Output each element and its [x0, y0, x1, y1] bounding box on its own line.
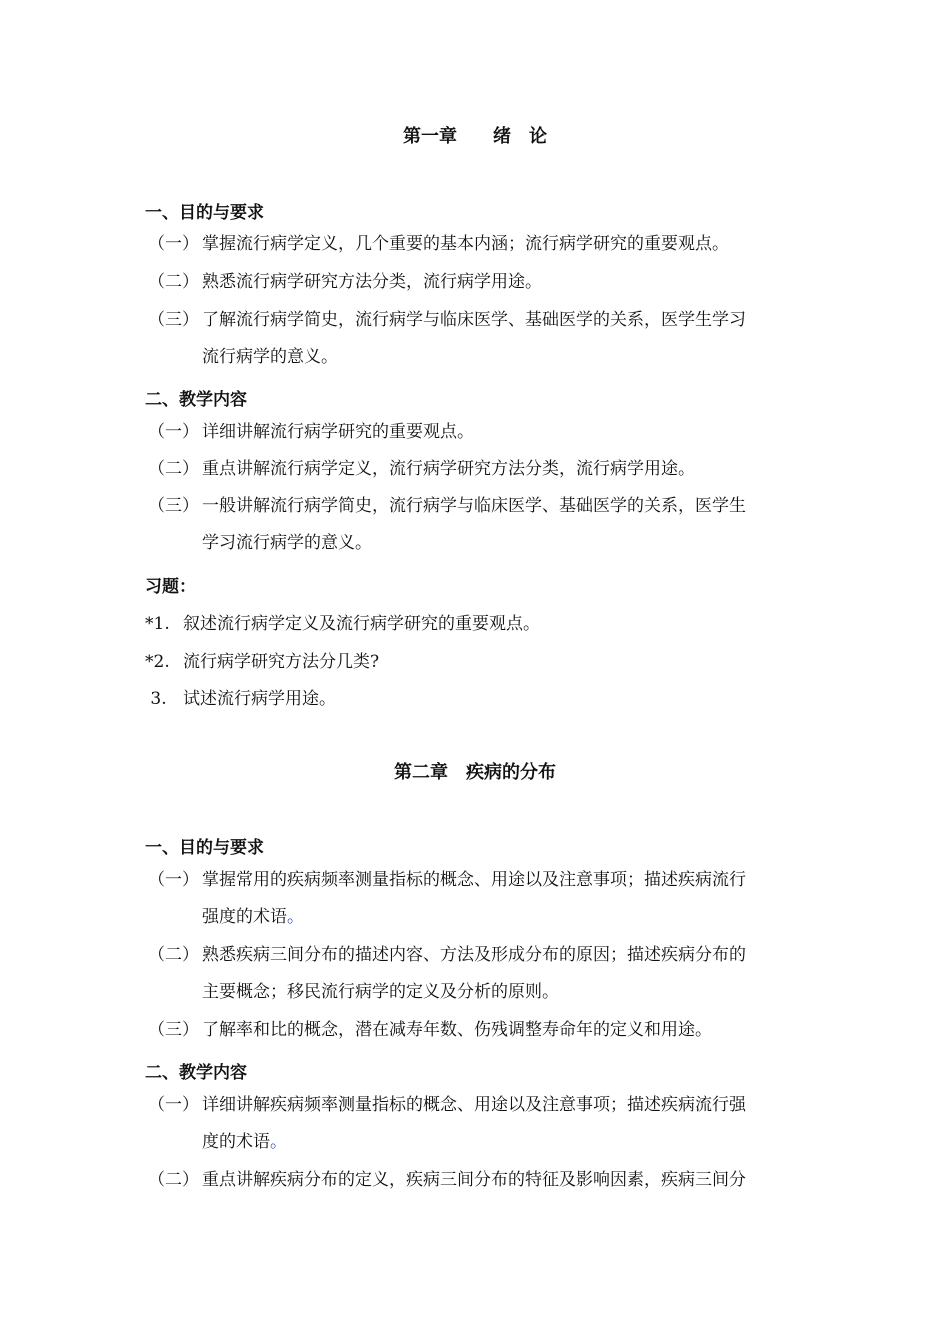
- exercise-number: *1.: [145, 614, 170, 634]
- item-text-continued-body: 强度的术语: [202, 907, 287, 927]
- chapter2-title: 第二章 疾病的分布: [394, 762, 556, 783]
- item-number: （一）: [148, 422, 199, 442]
- item-text-continued: 学习流行病学的意义。: [202, 533, 372, 553]
- item-text-continued: [148, 899, 818, 936]
- item-number: （二）: [148, 945, 199, 965]
- chapter2-goal-item: [148, 862, 818, 936]
- exercise-item: [145, 609, 540, 634]
- chapter2-goals-heading: 一、目的与要求: [145, 838, 264, 858]
- exercise-text: 叙述流行病学定义及流行病学研究的重要观点。: [183, 614, 540, 634]
- item-text-continued: [148, 1124, 818, 1161]
- chapter2-goal-item: [148, 1012, 818, 1049]
- item-text: 熟悉疾病三间分布的描述内容、方法及形成分布的原因；描述疾病分布的: [202, 945, 746, 965]
- exercise-number: *2.: [145, 652, 170, 672]
- item-number: （一）: [148, 234, 199, 254]
- item-period: 。: [270, 1132, 287, 1152]
- item-text-continued: 流行病学的意义。: [202, 347, 338, 367]
- chapter1-goal-item: [148, 302, 818, 376]
- exercise-text: 试述流行病学用途。: [183, 689, 336, 709]
- item-number: （二）: [148, 1170, 199, 1190]
- item-text: 详细讲解流行病学研究的重要观点。: [202, 422, 474, 442]
- item-text: 重点讲解流行病学定义，流行病学研究方法分类，流行病学用途。: [202, 459, 695, 479]
- chapter1-exercises-heading: 习题：: [145, 577, 196, 597]
- chapter1-goals-heading: 一、目的与要求: [145, 203, 264, 223]
- chapter2-content-item: [148, 1162, 818, 1199]
- chapter1-goal-item: [148, 264, 818, 301]
- chapter2-goal-item: [148, 937, 818, 1011]
- item-number: （二）: [148, 272, 199, 292]
- exercise-number: 3.: [145, 689, 167, 709]
- chapter1-content-item: [148, 451, 818, 488]
- chapter1-content-heading: 二、教学内容: [145, 390, 247, 410]
- item-number: （三）: [148, 310, 199, 330]
- item-text-continued: 主要概念；移民流行病学的定义及分析的原则。: [202, 982, 559, 1002]
- item-text: 重点讲解疾病分布的定义，疾病三间分布的特征及影响因素，疾病三间分: [202, 1170, 746, 1190]
- item-text: 详细讲解疾病频率测量指标的概念、用途以及注意事项；描述疾病流行强: [202, 1095, 746, 1115]
- item-text: 掌握常用的疾病频率测量指标的概念、用途以及注意事项；描述疾病流行: [202, 870, 746, 890]
- item-number: （三）: [148, 496, 199, 516]
- item-text: 熟悉流行病学研究方法分类，流行病学用途。: [202, 272, 542, 292]
- chapter1-title: 第一章 绪 论: [403, 126, 547, 147]
- chapter2-content-heading: 二、教学内容: [145, 1063, 247, 1083]
- exercise-text: 流行病学研究方法分几类?: [183, 652, 380, 672]
- item-text: 了解率和比的概念，潜在减寿年数、伤残调整寿命年的定义和用途。: [202, 1020, 712, 1040]
- item-number: （一）: [148, 1095, 199, 1115]
- item-number: （三）: [148, 1020, 199, 1040]
- item-text: 了解流行病学简史，流行病学与临床医学、基础医学的关系，医学生学习: [202, 310, 746, 330]
- chapter1-content-item: [148, 414, 818, 451]
- item-period: 。: [287, 907, 304, 927]
- item-text: 一般讲解流行病学简史，流行病学与临床医学、基础医学的关系，医学生: [202, 496, 746, 516]
- chapter1-content-item: [148, 488, 818, 562]
- item-number: （二）: [148, 459, 199, 479]
- item-text-continued-body: 度的术语: [202, 1132, 270, 1152]
- exercise-item: [145, 647, 379, 672]
- item-text: 掌握流行病学定义，几个重要的基本内涵；流行病学研究的重要观点。: [202, 234, 729, 254]
- chapter2-content-item: [148, 1087, 818, 1161]
- item-number: （一）: [148, 870, 199, 890]
- chapter1-goal-item: [148, 226, 818, 263]
- exercise-item: [145, 684, 336, 709]
